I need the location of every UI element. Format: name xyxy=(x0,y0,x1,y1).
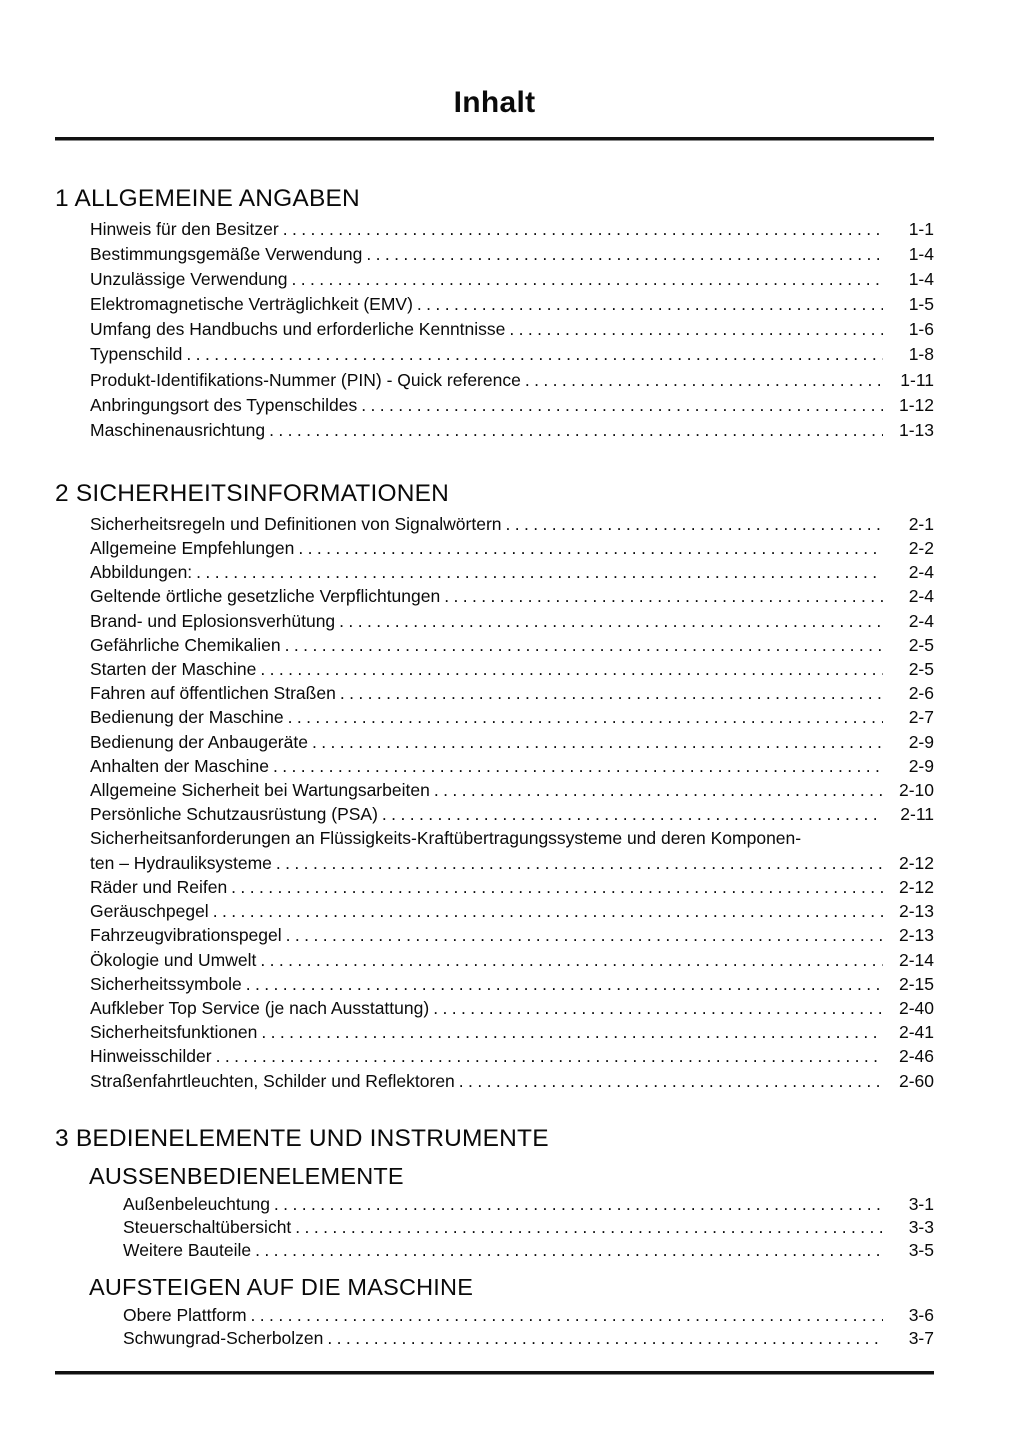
toc-entry-page: 2-12 xyxy=(898,876,934,897)
toc-entry-label: Unzulässige Verwendung xyxy=(90,269,288,290)
toc-entry xyxy=(90,292,934,317)
toc-entry-label: Räder und Reifen xyxy=(90,876,228,897)
dot-leader xyxy=(261,1020,883,1044)
dot-leader xyxy=(246,972,883,996)
toc-entry-list xyxy=(55,1304,934,1350)
dot-leader xyxy=(260,657,883,681)
toc-entry-label: Sicherheitsfunktionen xyxy=(90,1022,258,1043)
toc-entry-label: Straßenfahrtleuchten, Schilder und Reflektoren xyxy=(90,1070,455,1091)
toc-entry-page: 2-4 xyxy=(908,586,934,607)
section-heading: 1 ALLGEMEINE ANGABEN xyxy=(55,185,360,212)
dot-leader xyxy=(459,1069,883,1093)
dot-leader xyxy=(255,1239,883,1262)
toc-entry-page: 3-6 xyxy=(908,1304,934,1325)
toc-entry-label: Abbildungen: xyxy=(90,562,193,583)
dot-leader xyxy=(292,267,884,292)
toc-entry-list xyxy=(55,512,934,1093)
toc-entry xyxy=(90,826,934,850)
toc-entry xyxy=(123,1304,934,1327)
toc-entry xyxy=(90,802,934,826)
dot-leader xyxy=(213,899,883,923)
dot-leader xyxy=(417,292,883,317)
toc-entry xyxy=(90,342,934,367)
toc-entry xyxy=(90,512,934,536)
toc-entry-page: 2-11 xyxy=(900,804,934,825)
toc-entry-label: Sicherheitssymbole xyxy=(90,973,242,994)
toc-section xyxy=(55,1124,934,1350)
toc-entry xyxy=(90,948,934,972)
toc-entry xyxy=(90,217,934,242)
toc-entry xyxy=(90,754,934,778)
section-heading: 2 SICHERHEITSINFORMATIONEN xyxy=(55,479,450,507)
toc-entry xyxy=(123,1193,934,1216)
toc-entry-page: 2-15 xyxy=(898,973,934,994)
toc-entry-label: Bedienung der Anbaugeräte xyxy=(90,731,308,752)
toc-entry-page: 3-5 xyxy=(908,1239,934,1260)
toc-entry-page: 1-1 xyxy=(908,219,934,239)
toc-section xyxy=(55,479,934,1093)
toc-entry xyxy=(90,267,934,292)
dot-leader xyxy=(273,754,883,778)
toc-entry xyxy=(123,1239,934,1262)
dot-leader xyxy=(216,1044,883,1068)
dot-leader xyxy=(366,242,883,267)
toc-entry-label: Starten der Maschine xyxy=(90,659,257,680)
dot-leader xyxy=(186,342,883,367)
toc-subsection xyxy=(55,1273,934,1350)
toc-entry xyxy=(90,1044,934,1068)
toc-entry-label: Produkt-Identifikations-Nummer (PIN) - Quick reference xyxy=(90,369,521,390)
toc-entry-label: Anhalten der Maschine xyxy=(90,755,269,776)
dot-leader xyxy=(295,1216,883,1239)
dot-leader xyxy=(196,560,883,584)
toc-entry-label: Elektromagnetische Verträglichkeit (EMV) xyxy=(90,294,413,315)
toc-entry xyxy=(90,730,934,754)
toc-entry-page: 2-41 xyxy=(898,1022,934,1043)
toc-entry-page: 2-9 xyxy=(908,755,934,776)
toc-section xyxy=(55,184,934,443)
toc-entry-list xyxy=(55,1193,934,1262)
dot-leader xyxy=(327,1327,883,1350)
toc-entry xyxy=(90,657,934,681)
dot-leader xyxy=(283,217,883,242)
toc-entry xyxy=(90,1069,934,1093)
toc-entry-page: 2-46 xyxy=(898,1046,934,1067)
toc-entry-label: Maschinenausrichtung xyxy=(90,419,266,440)
page-title: Inhalt xyxy=(453,86,536,119)
toc-entry xyxy=(90,609,934,633)
toc-entry xyxy=(90,584,934,608)
subsection-heading: AUSSENBEDIENELEMENTE xyxy=(89,1162,404,1189)
toc-entry xyxy=(90,633,934,657)
toc-entry-page: 2-12 xyxy=(898,852,934,873)
toc-entry-label: Geltende örtliche gesetzliche Verpflichtungen xyxy=(90,586,441,607)
toc-entry-label: Steuerschaltübersicht xyxy=(123,1216,292,1237)
toc-entry xyxy=(90,317,934,342)
dot-leader xyxy=(434,778,883,802)
toc-entry xyxy=(123,1327,934,1350)
toc-entry-label: Geräuschpegel xyxy=(90,901,209,922)
toc-entry-page: 1-4 xyxy=(908,244,934,265)
toc-entry xyxy=(90,875,934,899)
dot-leader xyxy=(288,705,883,729)
toc-entry-label: Persönliche Schutzausrüstung (PSA) xyxy=(90,804,378,825)
toc-entry-label: Bestimmungsgemäße Verwendung xyxy=(90,244,363,265)
dot-leader xyxy=(525,368,883,393)
toc-entry xyxy=(90,923,934,947)
toc-entry-label: Sicherheitsregeln und Definitionen von Signalwörtern xyxy=(90,513,502,534)
toc-entry-page: 1-4 xyxy=(908,269,934,290)
dot-leader xyxy=(298,536,883,560)
toc-entry-label: Bedienung der Maschine xyxy=(90,707,284,728)
toc-entry-label: Obere Plattform xyxy=(123,1304,247,1325)
toc-entry-page: 2-9 xyxy=(908,731,934,752)
dot-leader xyxy=(340,681,883,705)
toc-entry-label: Fahren auf öffentlichen Straßen xyxy=(90,683,336,704)
toc-entry-page: 3-3 xyxy=(908,1216,934,1237)
toc-entry-page: 2-14 xyxy=(898,949,934,970)
toc-entry-list xyxy=(55,217,934,443)
toc-entry-label: Aufkleber Top Service (je nach Ausstattung) xyxy=(90,997,430,1018)
dot-leader xyxy=(276,851,883,875)
toc-entry-page: 2-6 xyxy=(908,683,934,704)
toc-entry xyxy=(90,681,934,705)
toc-entry-page: 2-4 xyxy=(908,610,934,631)
dot-leader xyxy=(286,923,883,947)
toc-entry-label: Hinweisschilder xyxy=(90,1046,212,1067)
dot-leader xyxy=(285,633,883,657)
dot-leader xyxy=(433,996,883,1020)
toc-entry-label: Fahrzeugvibrationspegel xyxy=(90,925,282,946)
toc-entry xyxy=(123,1216,934,1239)
toc-entry-page: 1-6 xyxy=(908,319,934,340)
toc-entry-page: 2-40 xyxy=(898,997,934,1018)
toc-entry-page: 2-4 xyxy=(908,562,934,583)
dot-leader xyxy=(231,875,883,899)
dot-leader xyxy=(274,1193,883,1216)
toc-entry-label: Anbringungsort des Typenschildes xyxy=(90,394,358,415)
toc-entry-page: 2-5 xyxy=(908,634,934,655)
dot-leader xyxy=(382,802,883,826)
toc-entry xyxy=(90,368,934,393)
dot-leader xyxy=(509,317,883,342)
toc-entry xyxy=(90,996,934,1020)
section-heading: 3 BEDIENELEMENTE UND INSTRUMENTE xyxy=(55,1124,549,1152)
toc-entry-label: Außenbeleuchtung xyxy=(123,1193,270,1214)
toc-entry xyxy=(90,242,934,267)
toc-entry xyxy=(90,705,934,729)
toc-entry-page: 2-13 xyxy=(898,925,934,946)
toc-entry-label: Typenschild xyxy=(90,344,183,365)
toc-entry-page: 2-10 xyxy=(898,780,934,801)
dot-leader xyxy=(260,948,883,972)
toc-entry-page: 3-7 xyxy=(908,1327,934,1348)
toc xyxy=(55,184,934,1350)
toc-entry xyxy=(90,851,934,875)
title-divider xyxy=(55,137,934,141)
toc-entry-page: 2-1 xyxy=(908,513,934,534)
toc-entry-page: 1-11 xyxy=(900,369,934,390)
toc-entry xyxy=(90,972,934,996)
dot-leader xyxy=(444,584,883,608)
toc-entry-label: Ökologie und Umwelt xyxy=(90,949,257,970)
toc-entry xyxy=(90,418,934,443)
page-content xyxy=(55,0,934,1375)
toc-entry-page: 2-2 xyxy=(908,538,934,559)
subsection-heading: AUFSTEIGEN AUF DIE MASCHINE xyxy=(89,1273,474,1300)
dot-leader xyxy=(312,730,883,754)
bottom-divider xyxy=(55,1371,934,1375)
toc-entry-label: ten – Hydrauliksysteme xyxy=(90,852,272,873)
toc-entry-label: Brand- und Eplosionsverhütung xyxy=(90,610,336,631)
toc-subsection xyxy=(55,1162,934,1262)
dot-leader xyxy=(269,418,883,443)
toc-entry-label: Allgemeine Sicherheit bei Wartungsarbeiten xyxy=(90,780,430,801)
toc-entry xyxy=(90,899,934,923)
dot-leader xyxy=(506,512,884,536)
toc-entry-label: Schwungrad-Scherbolzen xyxy=(123,1327,324,1348)
toc-entry-label: Gefährliche Chemikalien xyxy=(90,634,281,655)
toc-entry-label: Umfang des Handbuchs und erforderliche Kenntnisse xyxy=(90,319,506,340)
toc-entry-page: 1-13 xyxy=(898,419,934,440)
toc-entry-page: 2-13 xyxy=(898,901,934,922)
toc-entry-page: 2-60 xyxy=(898,1070,934,1091)
dot-leader xyxy=(251,1304,883,1327)
toc-entry-page: 1-5 xyxy=(908,294,934,315)
toc-entry-page: 2-5 xyxy=(908,659,934,680)
toc-entry-page: 2-7 xyxy=(908,707,934,728)
toc-entry-label: Allgemeine Empfehlungen xyxy=(90,538,295,559)
toc-entry-label: Sicherheitsanforderungen an Flüssigkeits-Kraftübertragungssysteme und deren Komponen- xyxy=(90,828,802,849)
toc-entry-page: 1-12 xyxy=(898,394,934,415)
dot-leader xyxy=(361,393,883,418)
toc-entry xyxy=(90,1020,934,1044)
toc-entry-label: Hinweis für den Besitzer xyxy=(90,219,279,239)
toc-entry xyxy=(90,536,934,560)
toc-entry-page: 3-1 xyxy=(908,1193,934,1214)
toc-entry-page: 1-8 xyxy=(908,344,934,365)
toc-entry-label: Weitere Bauteile xyxy=(123,1239,252,1260)
toc-entry xyxy=(90,393,934,418)
toc-entry xyxy=(90,778,934,802)
toc-entry xyxy=(90,560,934,584)
dot-leader xyxy=(339,609,883,633)
